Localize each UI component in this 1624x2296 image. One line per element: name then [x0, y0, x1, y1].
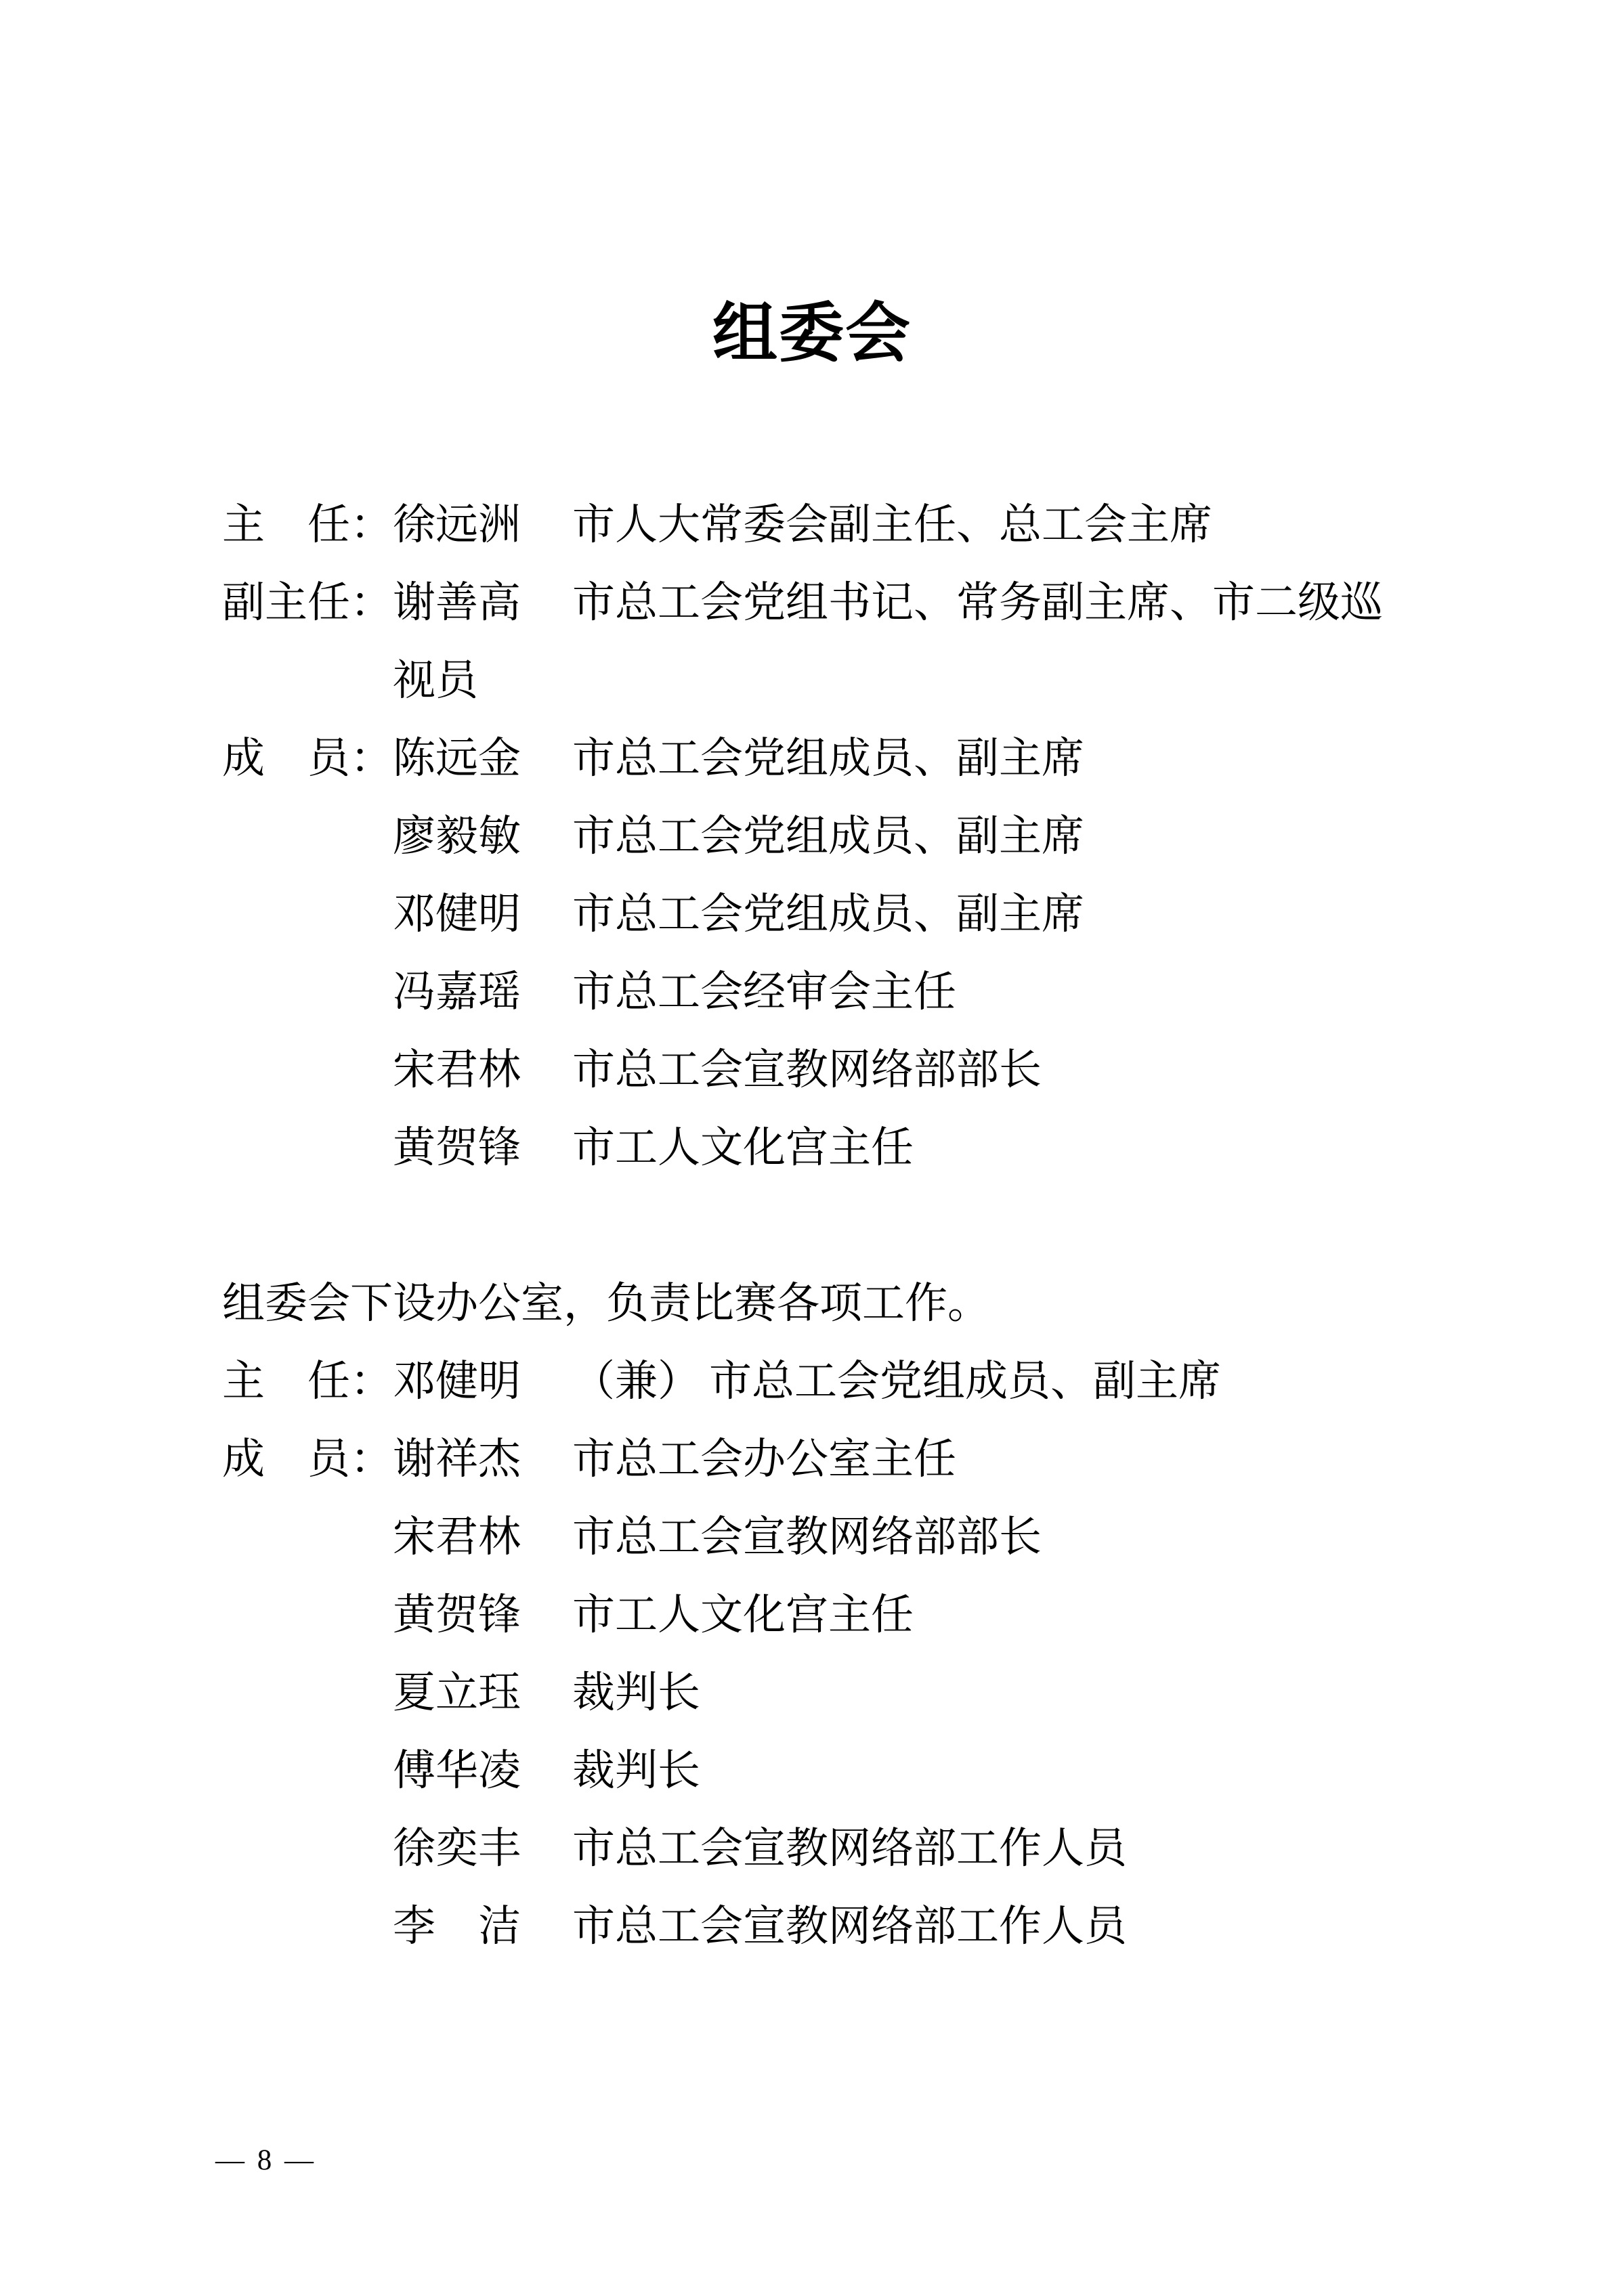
person-name: 黄贺锋	[393, 1591, 521, 1639]
row-label: 主 任：	[222, 1358, 393, 1405]
person-role: 市工人文化宫主任	[572, 1124, 914, 1171]
person-role: 市工人文化宫主任	[572, 1591, 914, 1639]
person-role: 裁判长	[572, 1669, 700, 1716]
person-name: 夏立珏	[393, 1669, 521, 1716]
committee-row-continuation	[222, 642, 1543, 720]
person-name: 徐奕丰	[393, 1825, 521, 1872]
person-name: 谢祥杰	[393, 1435, 521, 1483]
office-row	[222, 1810, 1543, 1888]
person-name: 廖毅敏	[393, 813, 521, 860]
office-row	[222, 1732, 1543, 1810]
person-name: 冯嘉瑶	[393, 968, 521, 1016]
person-role: 市总工会宣教网络部部长	[572, 1046, 1042, 1093]
person-name: 陈远金	[393, 735, 521, 782]
person-role: 市人大常委会副主任、总工会主席	[572, 501, 1212, 548]
row-label: 副主任：	[222, 579, 393, 626]
office-row	[222, 1343, 1543, 1421]
role-continuation: 视员	[393, 657, 478, 704]
document-body	[222, 486, 1543, 1966]
person-suffix: （兼）	[572, 1358, 700, 1405]
committee-row	[222, 875, 1543, 953]
office-intro-row	[222, 1265, 1543, 1343]
blank-line	[222, 1187, 1543, 1265]
person-role: 市总工会宣教网络部工作人员	[572, 1825, 1127, 1872]
committee-row	[222, 798, 1543, 875]
row-label: 成 员：	[222, 1435, 393, 1483]
row-label: 成 员：	[222, 735, 393, 782]
office-intro: 组委会下设办公室，负责比赛各项工作。	[222, 1280, 990, 1327]
row-label: 主 任：	[222, 501, 393, 548]
person-name: 李 洁	[393, 1903, 521, 1950]
person-name: 傅华凌	[393, 1747, 521, 1794]
office-row	[222, 1498, 1543, 1576]
person-name: 谢善高	[393, 579, 521, 626]
person-role: 市总工会党组书记、常务副主席、市二级巡	[572, 579, 1383, 626]
committee-row	[222, 1031, 1543, 1109]
office-row	[222, 1421, 1543, 1498]
person-name: 黄贺锋	[393, 1124, 521, 1171]
person-role: 裁判长	[572, 1747, 700, 1794]
person-role: 市总工会党组成员、副主席	[572, 813, 1084, 860]
person-name: 徐远洲	[393, 501, 521, 548]
committee-row	[222, 1109, 1543, 1187]
person-name: 邓健明	[393, 890, 521, 938]
office-row	[222, 1576, 1543, 1654]
person-name: 宋君林	[393, 1046, 521, 1093]
person-role: 市总工会经审会主任	[572, 968, 956, 1016]
person-role: 市总工会宣教网络部工作人员	[572, 1903, 1127, 1950]
person-name: 宋君林	[393, 1513, 521, 1561]
page-title: 组委会	[712, 297, 912, 370]
office-row	[222, 1654, 1543, 1732]
committee-row	[222, 953, 1543, 1031]
person-role: 市总工会党组成员、副主席	[572, 735, 1084, 782]
office-row	[222, 1888, 1543, 1966]
person-role: 市总工会党组成员、副主席	[709, 1358, 1221, 1405]
page-number: — 8 —	[215, 2144, 316, 2176]
person-role: 市总工会宣教网络部部长	[572, 1513, 1042, 1561]
person-name: 邓健明	[393, 1358, 521, 1405]
committee-row	[222, 486, 1543, 564]
committee-row	[222, 720, 1543, 798]
person-role: 市总工会办公室主任	[572, 1435, 956, 1483]
person-role: 市总工会党组成员、副主席	[572, 890, 1084, 938]
committee-row	[222, 564, 1543, 642]
